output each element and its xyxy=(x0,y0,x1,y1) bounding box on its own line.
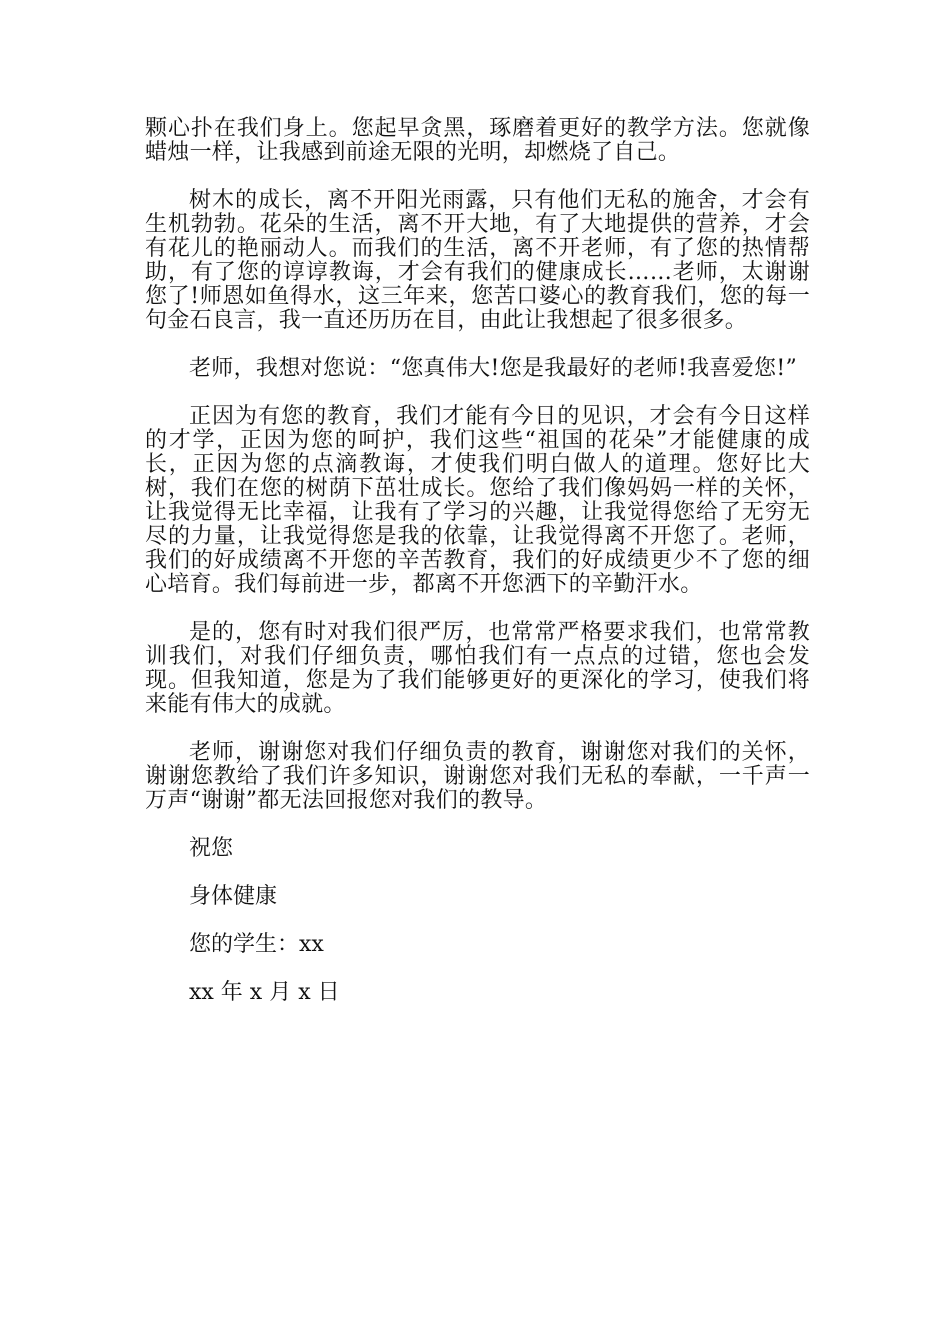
paragraph-5: 是的，您有时对我们很严厉，也常常严格要求我们，也常常教训我们，对我们仔细负责，哪怕我们有一点点的过错，您也会发现。但我知道，您是为了我们能够更好的更深化的学习，使我们将来能有伟大的成就。 xyxy=(145,620,810,717)
paragraph-2: 树木的成长，离不开阳光雨露，只有他们无私的施舍，才会有生机勃勃。花朵的生活，离不开大地，有了大地提供的营养，才会有花儿的艳丽动人。而我们的生活，离不开老师，有了您的热情帮助，有了您的谆谆教诲，才会有我们的健康成长……老师，太谢谢您了!师恩如鱼得水，这三年来，您苦口婆心的教育我们，您的每一句金石良言，我一直还历历在目，由此让我想起了很多很多。 xyxy=(145,188,810,333)
closing-wish: 祝您 xyxy=(189,836,234,861)
paragraph-3: 老师，我想对您说：“您真伟大!您是我最好的老师!我喜爱您!” xyxy=(189,356,798,381)
letter-page xyxy=(145,117,810,1029)
date: xx 年 x 月 x 日 xyxy=(189,980,340,1005)
paragraph-1: 颗心扑在我们身上。您起早贪黑，琢磨着更好的教学方法。您就像蜡烛一样，让我感到前途无限的光明，却燃烧了自己。 xyxy=(145,116,810,165)
paragraph-6: 老师，谢谢您对我们仔细负责的教育，谢谢您对我们的关怀，谢谢您教给了我们许多知识，谢谢您对我们无私的奉献，一千声一万声“谢谢”都无法回报您对我们的教导。 xyxy=(145,740,810,813)
signature: 您的学生：xx xyxy=(189,932,324,957)
paragraph-4: 正因为有您的教育，我们才能有今日的见识，才会有今日这样的才学，正因为您的呵护，我们这些“祖国的花朵”才能健康的成长，正因为您的点滴教诲，才使我们明白做人的道理。您好比大树，我们在您的树荫下茁壮成长。您给了我们像妈妈一样的关怀，让我觉得无比幸福，让我有了学习的兴趣，让我觉得您给了无穷无尽的力量，让我觉得您是我的依靠，让我觉得离不开您了。老师，我们的好成绩离不开您的辛苦教育，我们的好成绩更少不了您的细心培育。我们每前进一步，都离不开您洒下的辛勤汗水。 xyxy=(145,404,810,597)
closing-health: 身体健康 xyxy=(189,884,278,909)
